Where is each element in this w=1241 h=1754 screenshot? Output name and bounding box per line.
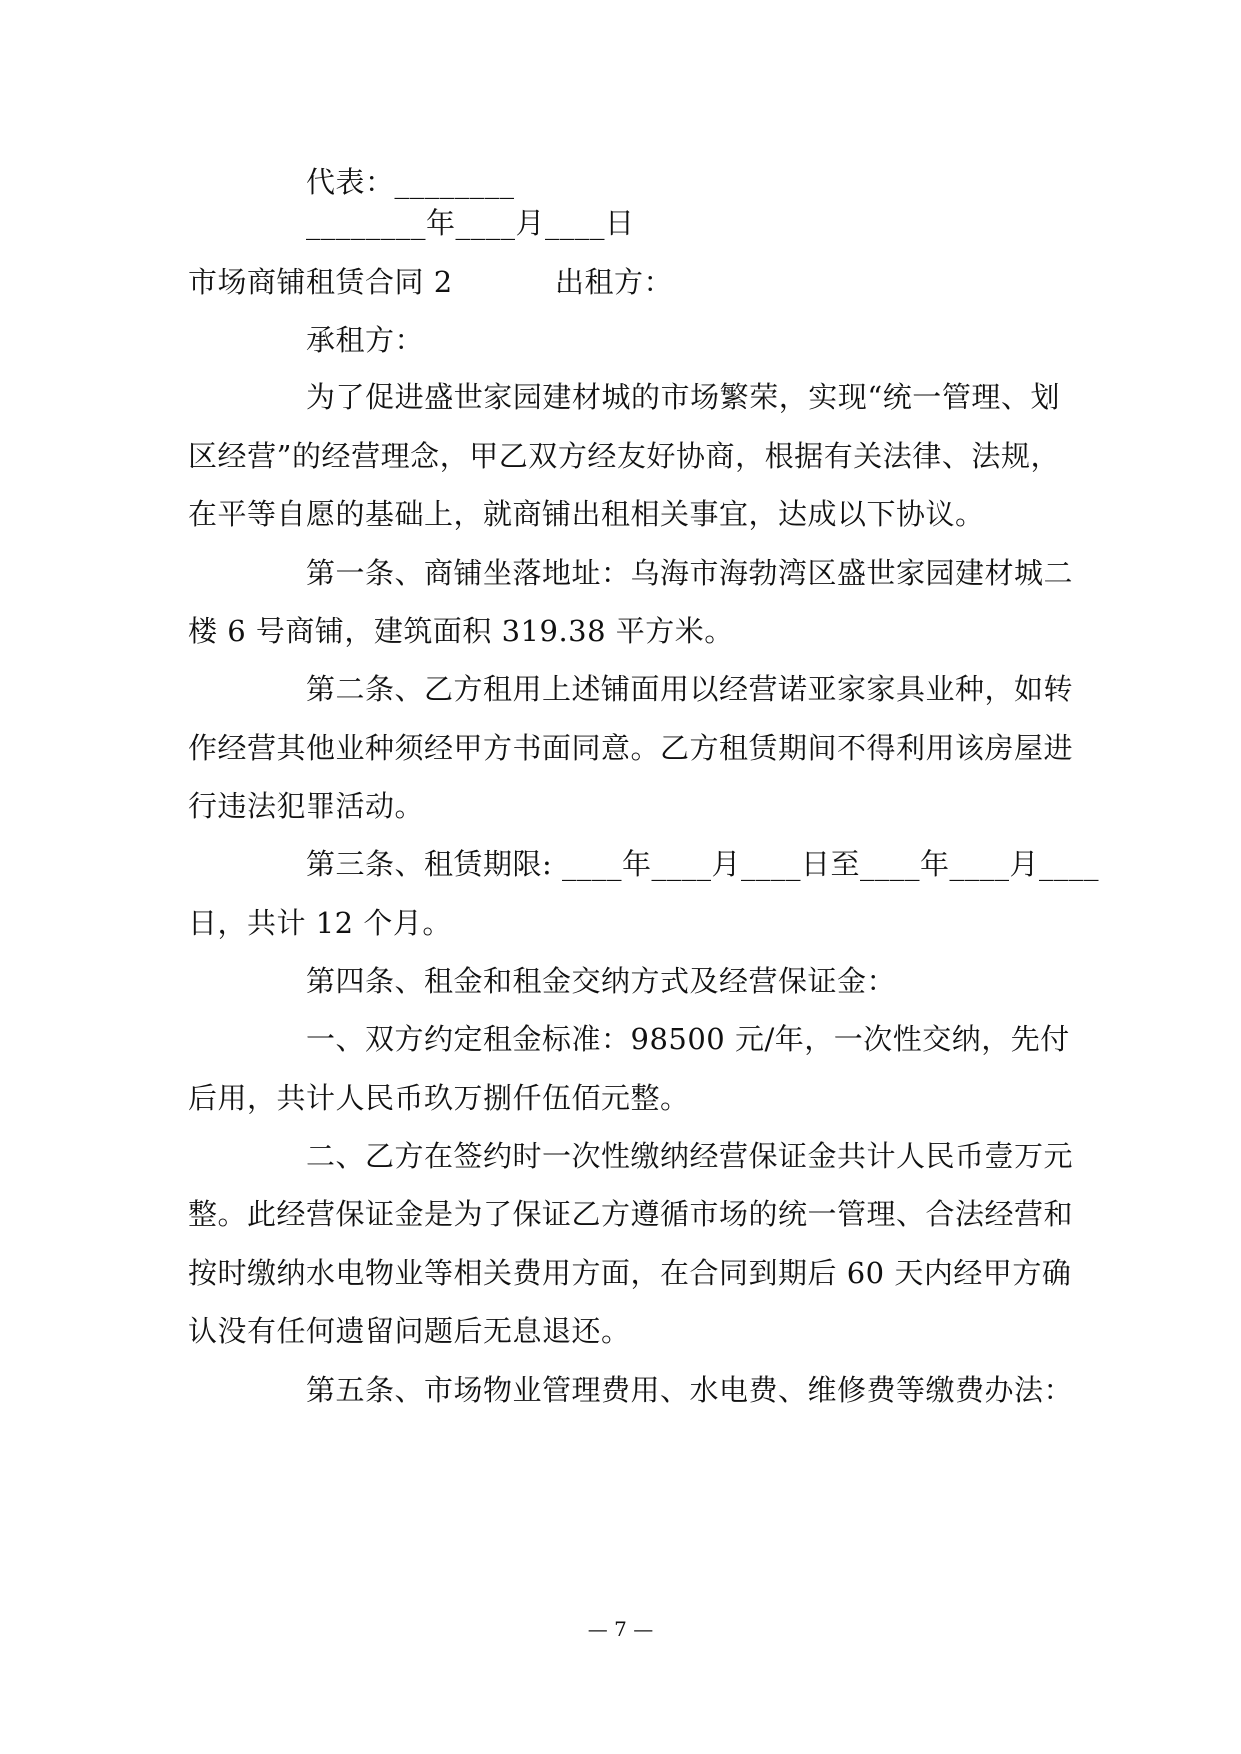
clause-4-item-2: 整。此经营保证金是为了保证乙方遵循市场的统一管理、合法经营和 xyxy=(188,1197,1074,1231)
lessor-label: 出租方： xyxy=(555,265,674,299)
clause-2-line: 作经营其他业种须经甲方书面同意。乙方租赁期间不得利用该房屋进 xyxy=(188,731,1074,765)
clause-3-line: 日，共计 12 个月。 xyxy=(188,906,452,940)
paragraph-line: 在平等自愿的基础上，就商铺出租相关事宜，达成以下协议。 xyxy=(188,497,985,531)
lessee-label: 承租方： xyxy=(306,323,425,357)
clause-4-item-1: 一、双方约定租金标准：98500 元/年，一次性交纳，先付 xyxy=(306,1022,1070,1056)
clause-1-line: 楼 6 号商铺，建筑面积 319.38 平方米。 xyxy=(188,614,734,648)
clause-2-line: 行违法犯罪活动。 xyxy=(188,789,425,823)
clause-4-item-2: 按时缴纳水电物业等相关费用方面，在合同到期后 60 天内经甲方确 xyxy=(188,1256,1072,1290)
contract-title: 市场商铺租赁合同 2 xyxy=(188,265,453,299)
paragraph-line: 区经营”的经营理念，甲乙双方经友好协商，根据有关法律、法规， xyxy=(188,439,1060,473)
clause-4-heading: 第四条、租金和租金交纳方式及经营保证金： xyxy=(306,964,897,998)
clause-4-item-1: 后用，共计人民币玖万捌仟伍佰元整。 xyxy=(188,1081,690,1115)
clause-4-item-2: 认没有任何遗留问题后无息退还。 xyxy=(188,1314,631,1348)
paragraph-line: 为了促进盛世家园建材城的市场繁荣，实现“统一管理、划 xyxy=(306,380,1060,414)
clause-2-line: 第二条、乙方租用上述铺面用以经营诺亚家家具业种，如转 xyxy=(306,672,1074,706)
clause-5-heading: 第五条、市场物业管理费用、水电费、维修费等缴费办法： xyxy=(306,1373,1074,1407)
clause-1-line: 第一条、商铺坐落地址：乌海市海勃湾区盛世家园建材城二 xyxy=(306,556,1074,590)
date-line: ________年____月____日 xyxy=(306,206,635,240)
page-number: — 7 — xyxy=(587,1617,654,1641)
clause-3-line: 第三条、租赁期限: ____年____月____日至____年____月____ xyxy=(306,847,1099,881)
representative-line: 代表：________ xyxy=(306,165,515,199)
clause-4-item-2: 二、乙方在签约时一次性缴纳经营保证金共计人民币壹万元 xyxy=(306,1139,1074,1173)
